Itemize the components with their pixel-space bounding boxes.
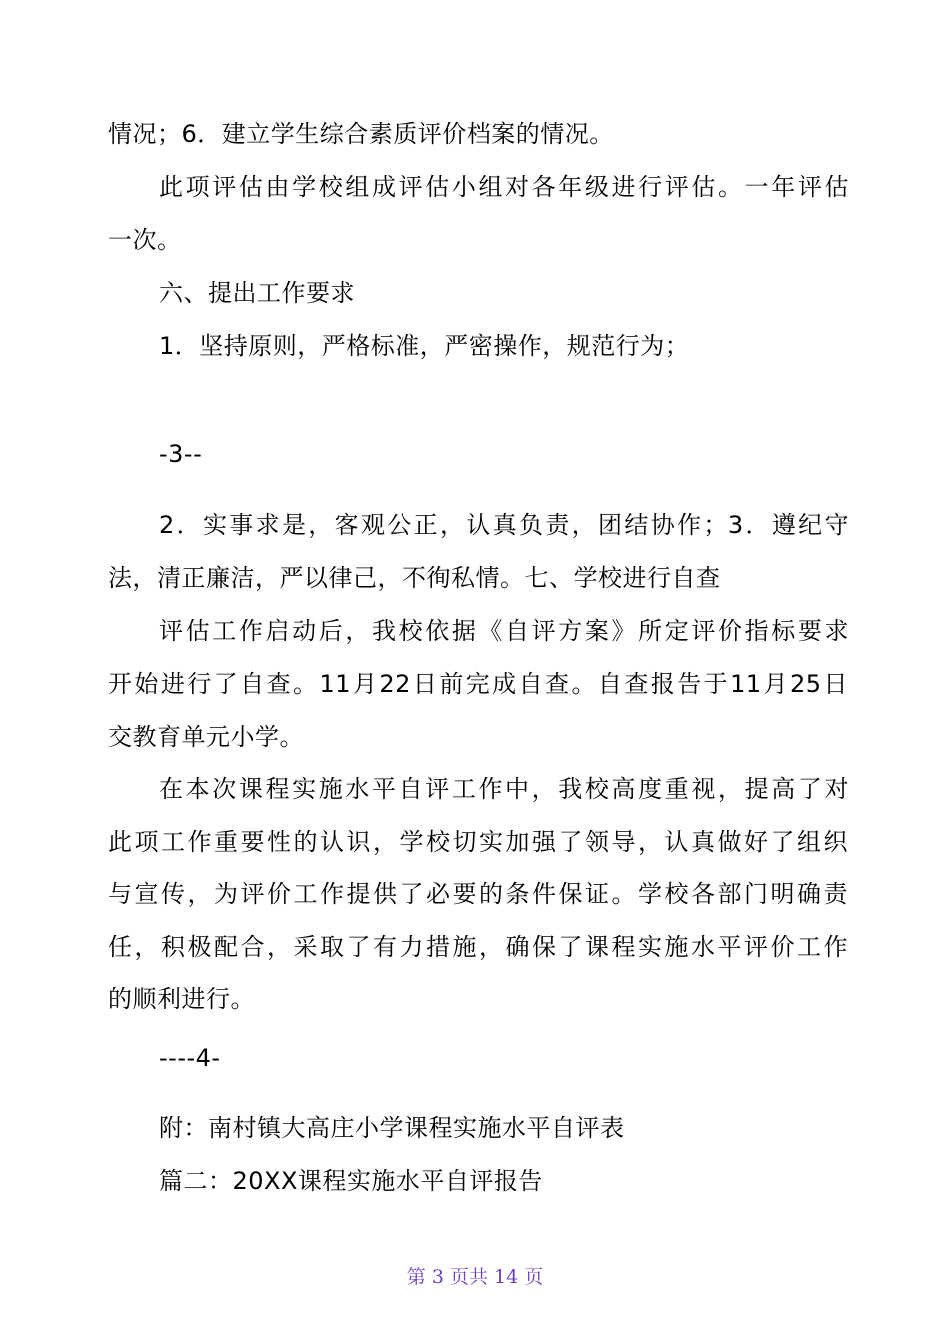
paragraph-first-line: 2．实事求是，客观公正，认真负责，团结协作；3．遵纪守 xyxy=(159,511,849,539)
page-number-marker: -3-- xyxy=(159,440,203,468)
text-line: 一次。 xyxy=(108,226,182,254)
text-line: 情况；6．建立学生综合素质评价档案的情况。 xyxy=(108,120,614,148)
text-line: 的顺利进行。 xyxy=(108,985,255,1013)
attachment-line: 附：南村镇大高庄小学课程实施水平自评表 xyxy=(159,1114,625,1142)
paragraph-first-line: 在本次课程实施水平自评工作中，我校高度重视，提高了对 xyxy=(159,775,849,803)
page-footer: 第 3 页共 14 页 xyxy=(406,1266,544,1288)
section-heading: 六、提出工作要求 xyxy=(159,279,355,307)
text-line: 任，积极配合，采取了有力措施，确保了课程实施水平评价工作 xyxy=(108,933,848,961)
chapter-heading: 篇二：20XX课程实施水平自评报告 xyxy=(159,1167,543,1195)
text-line: 交教育单元小学。 xyxy=(108,723,304,751)
text-line: 法，清正廉洁，严以律己，不徇私情。七、学校进行自查 xyxy=(108,564,721,592)
list-item: 1．坚持原则，严格标准，严密操作，规范行为； xyxy=(159,332,690,360)
text-line: 此项工作重要性的认识，学校切实加强了领导，认真做好了组织 xyxy=(108,828,848,856)
paragraph-first-line: 评估工作启动后，我校依据《自评方案》所定评价指标要求 xyxy=(159,617,849,645)
paragraph-first-line: 此项评估由学校组成评估小组对各年级进行评估。一年评估 xyxy=(159,173,849,201)
text-line: 开始进行了自查。11月22日前完成自查。自查报告于11月25日 xyxy=(108,670,848,698)
page-number-marker: ----4- xyxy=(159,1044,221,1072)
text-line: 与宣传，为评价工作提供了必要的条件保证。学校各部门明确责 xyxy=(108,880,848,908)
